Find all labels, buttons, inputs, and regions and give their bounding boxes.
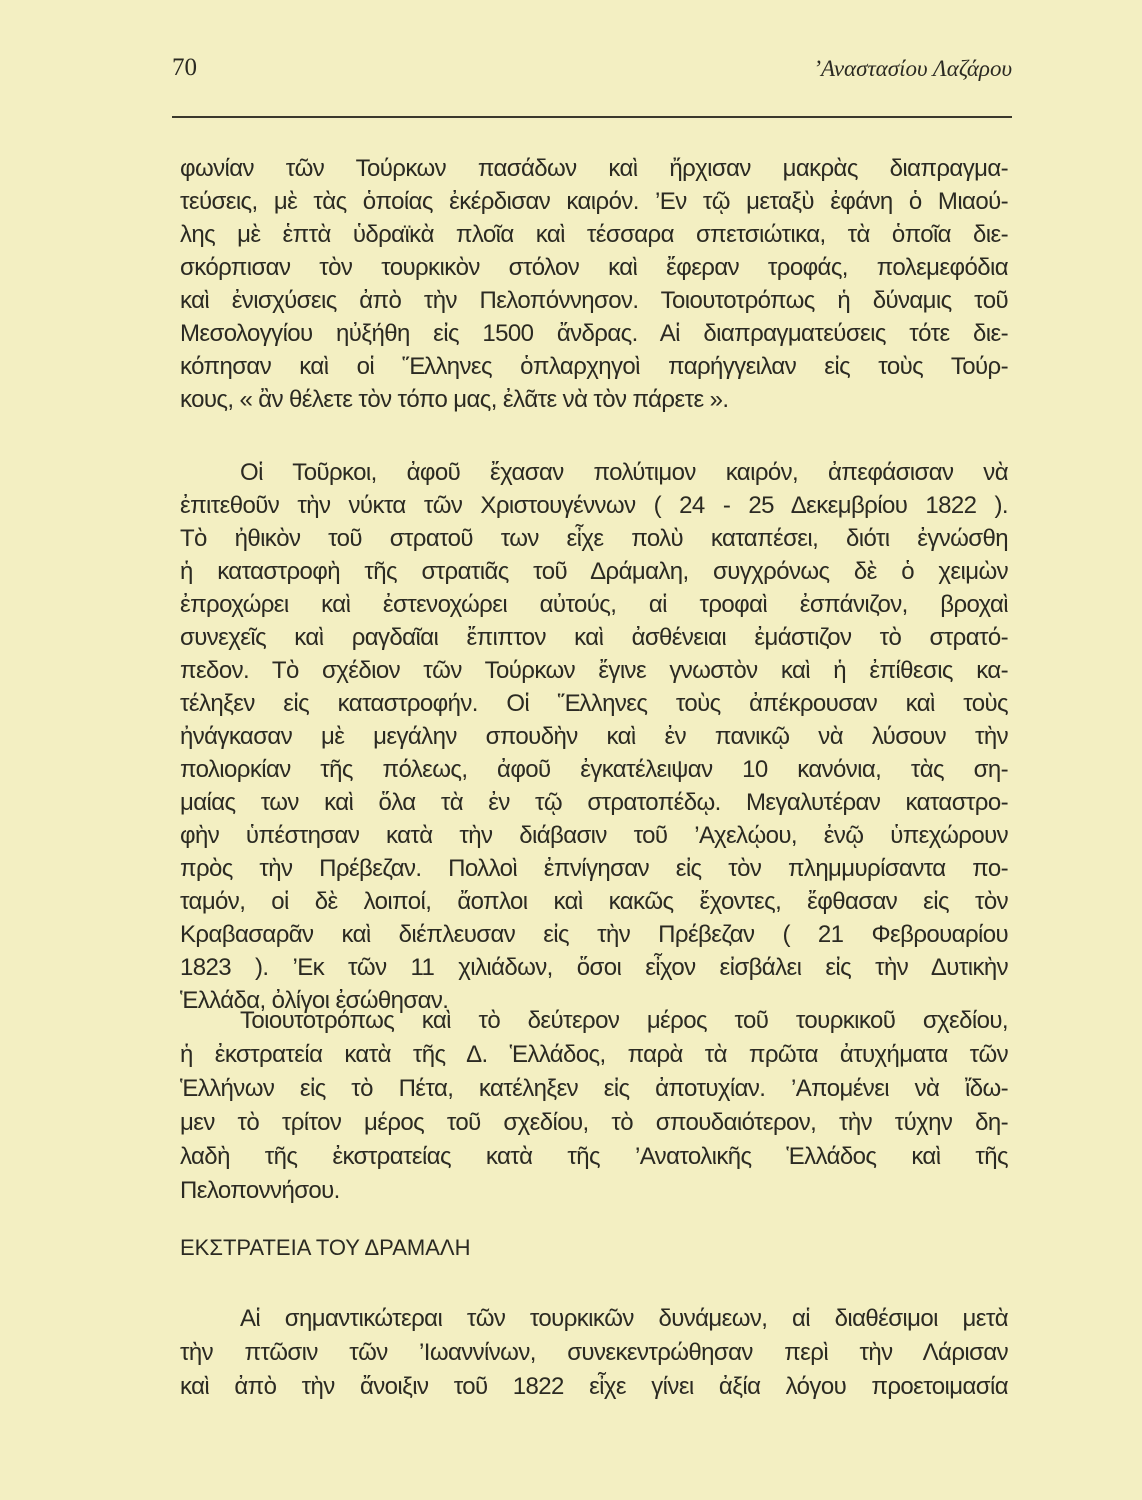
paragraph <box>180 1302 1008 1404</box>
text-line: Πελοποννήσου. <box>180 1177 340 1204</box>
text-line: ἡ ἐκστρατεία κατὰ τῆς Δ. Ἑλλάδος, παρὰ τὰ πρῶτα ἀτυχήματα τῶν <box>180 1041 1008 1068</box>
header-rule <box>172 116 1012 118</box>
text-line: Μεσολογγίου ηὐξήθη εἰς 1500 ἄνδρας. Αἱ διαπραγματεύσεις τότε διε- <box>180 320 1008 347</box>
running-title: ’Αναστασίου Λαζάρου <box>813 56 1012 81</box>
text-line: τεύσεις, μὲ τὰς ὁποίας ἐκέρδισαν καιρόν. ’Εν τῷ μεταξὺ ἐφάνη ὁ Μιαού- <box>180 188 1008 215</box>
text-line: Αἱ σημαντικώτεραι τῶν τουρκικῶν δυνάμεων, αἱ διαθέσιμοι μετὰ <box>240 1305 1008 1332</box>
text-line: ἡ καταστροφὴ τῆς στρατιᾶς τοῦ Δράμαλη, συγχρόνως δὲ ὁ χειμὼν <box>180 558 1008 585</box>
text-line: Οἱ Τοῦρκοι, ἀφοῦ ἔχασαν πολύτιμον καιρόν, ἀπεφάσισαν νὰ <box>240 459 1008 486</box>
text-line: καὶ ἀπὸ τὴν ἄνοιξιν τοῦ 1822 εἶχε γίνει ἀξία λόγου προετοιμασία <box>180 1373 1008 1400</box>
text-line: λαδὴ τῆς ἐκστρατείας κατὰ τῆς ’Ανατολικῆς Ἑλλάδος καὶ τῆς <box>180 1143 1008 1170</box>
page-header <box>172 54 1012 94</box>
text-line: 1823 ). ’Εκ τῶν 11 χιλιάδων, ὅσοι εἶχον εἰσβάλει εἰς τὴν Δυτικὴν <box>180 954 1008 981</box>
text-line: μαίας των καὶ ὅλα τὰ ἐν τῷ στρατοπέδῳ. Μεγαλυτέραν καταστρο- <box>180 789 1008 816</box>
text-line: φωνίαν τῶν Τούρκων πασάδων καὶ ἤρχισαν μακρὰς διαπραγμα- <box>180 155 1008 182</box>
text-line: Τοιουτοτρόπως καὶ τὸ δεύτερον μέρος τοῦ τουρκικοῦ σχεδίου, <box>240 1007 1008 1034</box>
paragraph <box>180 152 1008 416</box>
paragraph <box>180 1004 1008 1208</box>
text-line: κόπησαν καὶ οἱ Ἕλληνες ὁπλαρχηγοὶ παρήγγειλαν εἰς τοὺς Τούρ- <box>180 353 1008 380</box>
text-line: ἠνάγκασαν μὲ μεγάλην σπουδὴν καὶ ἐν πανικῷ νὰ λύσουν τὴν <box>180 723 1008 750</box>
text-line: ἐπροχώρει καὶ ἐστενοχώρει αὐτούς, αἱ τροφαὶ ἐσπάνιζον, βροχαὶ <box>180 591 1008 618</box>
text-line: λης μὲ ἑπτὰ ὑδραϊκὰ πλοῖα καὶ τέσσαρα σπετσιώτικα, τὰ ὁποῖα διε- <box>180 221 1008 248</box>
text-line: Κραβασαρᾶν καὶ διέπλευσαν εἰς τὴν Πρέβεζαν ( 21 Φεβρουαρίου <box>180 921 1008 948</box>
text-line: τὴν πτῶσιν τῶν ’Ιωαννίνων, συνεκεντρώθησαν περὶ τὴν Λάρισαν <box>180 1339 1008 1366</box>
text-line: τέληξεν εἰς καταστροφήν. Οἱ Ἕλληνες τοὺς ἀπέκρουσαν καὶ τοὺς <box>180 690 1008 717</box>
text-line: Τὸ ἠθικὸν τοῦ στρατοῦ των εἶχε πολὺ καταπέσει, διότι ἐγνώσθη <box>180 525 1008 552</box>
text-line: Ἑλλήνων εἰς τὸ Πέτα, κατέληξεν εἰς ἀποτυχίαν. ’Απομένει νὰ ἴδω- <box>180 1075 1008 1102</box>
text-line: μεν τὸ τρίτον μέρος τοῦ σχεδίου, τὸ σπουδαιότερον, τὴν τύχην δη- <box>180 1109 1008 1136</box>
text-line: ταμόν, οἱ δὲ λοιποί, ἄοπλοι καὶ κακῶς ἔχοντες, ἔφθασαν εἰς τὸν <box>180 888 1008 915</box>
text-line: Ἑλλάδα, ὀλίγοι ἐσώθησαν. <box>180 987 449 1014</box>
page-number: 70 <box>172 54 197 81</box>
text-line: σκόρπισαν τὸν τουρκικὸν στόλον καὶ ἔφεραν τροφάς, πολεμεφόδια <box>180 254 1008 281</box>
text-line: κους, « ἂν θέλετε τὸν τόπο μας, ἐλᾶτε νὰ τὸν πάρετε ». <box>180 386 729 413</box>
text-line: πολιορκίαν τῆς πόλεως, ἀφοῦ ἐγκατέλειψαν 10 κανόνια, τὰς ση- <box>180 756 1008 783</box>
section-heading: ΕΚΣΤΡΑΤΕΙΑ ΤΟΥ ΔΡΑΜΑΛΗ <box>180 1235 471 1260</box>
text-line: καὶ ἐνισχύσεις ἀπὸ τὴν Πελοπόννησον. Τοιουτοτρόπως ἡ δύναμις τοῦ <box>180 287 1008 314</box>
paragraph <box>180 456 1008 1017</box>
text-line: συνεχεῖς καὶ ραγδαῖαι ἔπιπτον καὶ ἀσθένειαι ἐμάστιζον τὸ στρατό- <box>180 624 1008 651</box>
text-line: πρὸς τὴν Πρέβεζαν. Πολλοὶ ἐπνίγησαν εἰς τὸν πλημμυρίσαντα πο- <box>180 855 1008 882</box>
text-line: φὴν ὑπέστησαν κατὰ τὴν διάβασιν τοῦ ’Αχελῴου, ἐνῷ ὑπεχώρουν <box>180 822 1008 849</box>
text-line: ἐπιτεθοῦν τὴν νύκτα τῶν Χριστουγέννων ( 24 - 25 Δεκεμβρίου 1822 ). <box>180 492 1008 519</box>
text-line: πεδον. Τὸ σχέδιον τῶν Τούρκων ἔγινε γνωστὸν καὶ ἡ ἐπίθεσις κα- <box>180 657 1008 684</box>
